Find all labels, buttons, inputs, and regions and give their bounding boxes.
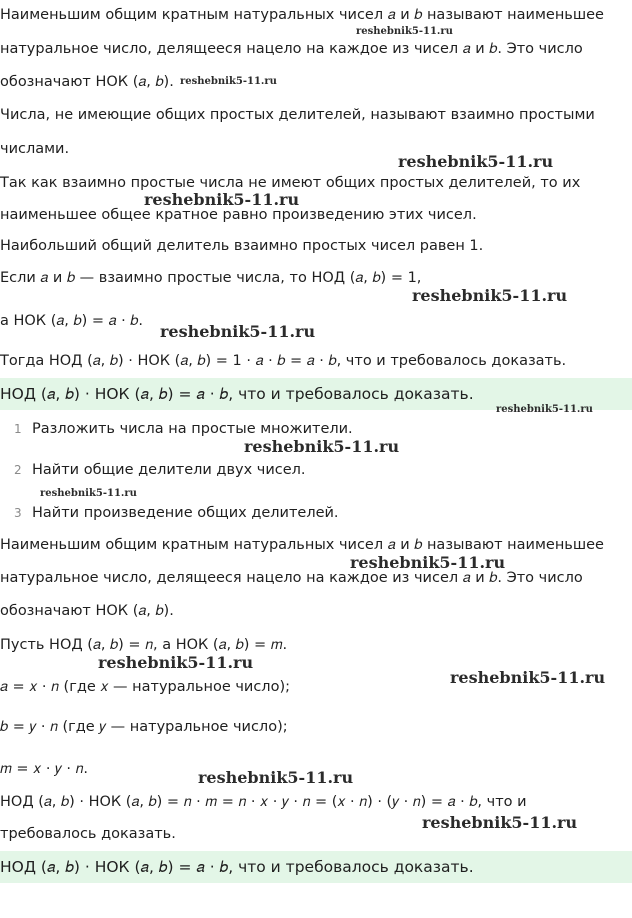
step-number: 1 — [14, 422, 22, 436]
watermark: reshebnik5-11.ru — [180, 76, 277, 87]
step-number: 3 — [14, 506, 22, 520]
text-line: числами. — [0, 141, 70, 157]
text-line: требовалось доказать. — [0, 826, 176, 842]
conclusion-text: НОД (𝑎, 𝑏) · НОК (𝑎, 𝑏) = 𝑎 · 𝑏, что и требовалось доказать. — [0, 385, 474, 403]
watermark: reshebnik5-11.ru — [356, 26, 453, 37]
list-item: Найти произведение общих делителей. — [32, 505, 339, 521]
watermark: reshebnik5-11.ru — [450, 668, 606, 687]
list-item: Разложить числа на простые множители. — [32, 421, 353, 437]
watermark: reshebnik5-11.ru — [422, 813, 578, 832]
watermark: reshebnik5-11.ru — [40, 488, 137, 499]
text-line: Тогда НОД (𝑎, 𝑏) · НОК (𝑎, 𝑏) = 1 · 𝑎 · 𝑏 = 𝑎 · 𝑏, что и требовалось доказать. — [0, 353, 567, 369]
text-line: наименьшее общее кратное равно произведению этих чисел. — [0, 207, 477, 223]
text-line: натуральное число, делящееся нацело на каждое из чисел 𝑎 и 𝑏. Это число — [0, 570, 583, 586]
text-line: обозначают НОК (𝑎, 𝑏). — [0, 74, 174, 90]
watermark: reshebnik5-11.ru — [412, 286, 568, 305]
text-line: 𝑚 = 𝑥 · 𝑦 · 𝑛. — [0, 761, 89, 777]
watermark: reshebnik5-11.ru — [244, 437, 400, 456]
text-line: а НОК (𝑎, 𝑏) = 𝑎 · 𝑏. — [0, 313, 144, 329]
text-line: Пусть НОД (𝑎, 𝑏) = 𝑛, а НОК (𝑎, 𝑏) = 𝑚. — [0, 637, 288, 653]
text-line: Числа, не имеющие общих простых делителей, называют взаимно простыми — [0, 107, 595, 123]
text-line: Наибольший общий делитель взаимно простых чисел равен 1. — [0, 238, 484, 254]
watermark: reshebnik5-11.ru — [160, 322, 316, 341]
text-line: 𝑎 = 𝑥 · 𝑛 (где 𝑥 — натуральное число); — [0, 679, 290, 695]
conclusion-text: НОД (𝑎, 𝑏) · НОК (𝑎, 𝑏) = 𝑎 · 𝑏, что и требовалось доказать. — [0, 858, 474, 876]
step-number: 2 — [14, 463, 22, 477]
watermark: reshebnik5-11.ru — [198, 768, 354, 787]
text-line: натуральное число, делящееся нацело на каждое из чисел 𝑎 и 𝑏. Это число — [0, 41, 583, 57]
watermark: reshebnik5-11.ru — [144, 190, 300, 209]
text-line: Наименьшим общим кратным натуральных чисел 𝑎 и 𝑏 называют наименьшее — [0, 537, 604, 553]
conclusion-highlight — [0, 851, 632, 883]
watermark: reshebnik5-11.ru — [98, 653, 254, 672]
watermark: reshebnik5-11.ru — [350, 553, 506, 572]
text-line: обозначают НОК (𝑎, 𝑏). — [0, 603, 174, 619]
list-item: Найти общие делители двух чисел. — [32, 462, 306, 478]
text-line: Наименьшим общим кратным натуральных чисел 𝑎 и 𝑏 называют наименьшее — [0, 7, 604, 23]
watermark: reshebnik5-11.ru — [496, 404, 593, 415]
text-line: НОД (𝑎, 𝑏) · НОК (𝑎, 𝑏) = 𝑛 · 𝑚 = 𝑛 · 𝑥 · 𝑦 · 𝑛 = (𝑥 · 𝑛) · (𝑦 · 𝑛) = 𝑎 · 𝑏, что и — [0, 794, 527, 810]
text-line: Так как взаимно простые числа не имеют общих простых делителей, то их — [0, 175, 581, 191]
text-line: 𝑏 = 𝑦 · 𝑛 (где 𝑦 — натуральное число); — [0, 719, 288, 735]
watermark: reshebnik5-11.ru — [398, 152, 554, 171]
text-line: Если 𝑎 и 𝑏 — взаимно простые числа, то НОД (𝑎, 𝑏) = 1, — [0, 270, 422, 286]
